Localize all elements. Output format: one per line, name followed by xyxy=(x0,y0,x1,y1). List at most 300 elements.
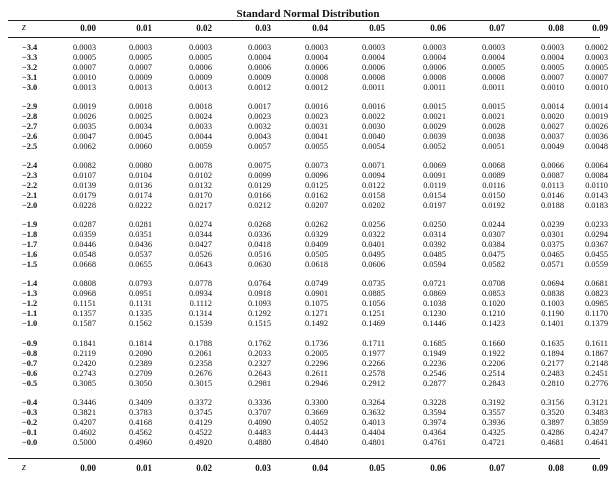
probability-cell: 0.0008 xyxy=(361,72,385,82)
probability-cell: 0.0239 xyxy=(540,220,564,229)
probability-cell: 0.0091 xyxy=(422,170,446,180)
probability-cell: 0.0951 xyxy=(128,288,152,298)
probability-cell: 0.0013 xyxy=(188,82,212,92)
probability-cell: 0.0107 xyxy=(72,170,96,180)
probability-cell: 0.0094 xyxy=(361,170,385,180)
z-value: −0.2 xyxy=(22,417,38,427)
probability-cell: 0.3300 xyxy=(304,398,328,407)
probability-cell: 0.0294 xyxy=(584,229,608,239)
probability-cell: 0.3936 xyxy=(481,417,505,427)
probability-cell: 0.0009 xyxy=(128,72,152,82)
z-value: −1.8 xyxy=(22,229,38,239)
probability-cell: 0.0268 xyxy=(247,220,271,229)
probability-cell: 0.3121 xyxy=(584,398,608,407)
probability-cell: 0.0571 xyxy=(540,259,564,269)
probability-cell: 0.1093 xyxy=(247,298,271,308)
probability-cell: 0.4602 xyxy=(72,427,96,437)
probability-cell: 0.1151 xyxy=(73,298,96,308)
col-header: 0.08 xyxy=(548,23,564,33)
probability-cell: 0.3821 xyxy=(72,407,96,417)
probability-cell: 0.3336 xyxy=(247,398,271,407)
probability-cell: 0.1562 xyxy=(128,318,152,328)
z-value: −0.8 xyxy=(22,348,38,358)
probability-cell: 0.0015 xyxy=(422,102,446,111)
probability-cell: 0.0885 xyxy=(361,288,385,298)
probability-cell: 0.3409 xyxy=(128,398,152,407)
top-rule xyxy=(8,20,600,21)
probability-cell: 0.3745 xyxy=(188,407,212,417)
probability-cell: 0.2206 xyxy=(481,358,505,368)
probability-cell: 0.4681 xyxy=(540,437,564,447)
probability-cell: 0.1075 xyxy=(304,298,328,308)
probability-cell: 0.0041 xyxy=(304,131,328,141)
probability-cell: 0.1587 xyxy=(72,318,96,328)
probability-cell: 0.0005 xyxy=(481,62,505,72)
probability-cell: 0.4364 xyxy=(422,427,446,437)
probability-cell: 0.0096 xyxy=(304,170,328,180)
z-value: −3.4 xyxy=(22,43,38,52)
probability-cell: 0.1003 xyxy=(540,298,564,308)
z-value: −2.6 xyxy=(22,131,38,141)
z-value: −2.7 xyxy=(22,121,38,131)
probability-cell: 0.2743 xyxy=(72,368,96,378)
probability-cell: 0.0537 xyxy=(128,249,152,259)
probability-cell: 0.0485 xyxy=(422,249,446,259)
probability-cell: 0.2709 xyxy=(128,368,152,378)
probability-cell: 0.1379 xyxy=(584,318,608,328)
probability-cell: 0.0314 xyxy=(422,229,446,239)
probability-cell: 0.3085 xyxy=(72,378,96,388)
col-footer: 0.08 xyxy=(548,463,564,473)
probability-cell: 0.0012 xyxy=(247,82,271,92)
probability-cell: 0.4721 xyxy=(481,437,505,447)
probability-cell: 0.1977 xyxy=(361,348,385,358)
probability-cell: 0.0073 xyxy=(304,161,328,170)
probability-cell: 0.0010 xyxy=(540,82,564,92)
z-value: −1.3 xyxy=(22,288,38,298)
probability-cell: 0.0559 xyxy=(584,259,608,269)
probability-cell: 0.0934 xyxy=(188,288,212,298)
probability-cell: 0.0026 xyxy=(72,111,96,121)
probability-cell: 0.0427 xyxy=(188,239,212,249)
probability-cell: 0.3897 xyxy=(540,417,564,427)
footer-rule xyxy=(8,458,600,459)
probability-cell: 0.4960 xyxy=(128,437,152,447)
probability-cell: 0.3050 xyxy=(128,378,152,388)
probability-cell: 0.5000 xyxy=(72,437,96,447)
probability-cell: 0.0003 xyxy=(304,43,328,52)
probability-cell: 0.0013 xyxy=(128,82,152,92)
probability-cell: 0.0823 xyxy=(584,288,608,298)
probability-cell: 0.2451 xyxy=(584,368,608,378)
z-value: −2.8 xyxy=(22,111,38,121)
probability-cell: 0.1190 xyxy=(541,308,564,318)
z-footer: z xyxy=(22,462,26,473)
z-value: −1.7 xyxy=(22,239,38,249)
probability-cell: 0.0166 xyxy=(247,190,271,200)
probability-cell: 0.2578 xyxy=(361,368,385,378)
probability-cell: 0.0052 xyxy=(422,141,446,151)
probability-cell: 0.0516 xyxy=(247,249,271,259)
z-value: −0.6 xyxy=(22,368,38,378)
probability-cell: 0.0043 xyxy=(247,131,271,141)
probability-cell: 0.3264 xyxy=(361,398,385,407)
probability-cell: 0.0009 xyxy=(188,72,212,82)
probability-cell: 0.0032 xyxy=(247,121,271,131)
probability-cell: 0.0183 xyxy=(584,200,608,210)
probability-cell: 0.2327 xyxy=(247,358,271,368)
probability-cell: 0.1423 xyxy=(481,318,505,328)
probability-cell: 0.0038 xyxy=(481,131,505,141)
probability-cell: 0.1611 xyxy=(585,339,608,348)
probability-cell: 0.0681 xyxy=(584,279,608,288)
probability-cell: 0.0287 xyxy=(72,220,96,229)
probability-cell: 0.2148 xyxy=(584,358,608,368)
probability-cell: 0.3557 xyxy=(481,407,505,417)
probability-cell: 0.0022 xyxy=(361,111,385,121)
col-footer: 0.02 xyxy=(196,463,212,473)
probability-cell: 0.0075 xyxy=(247,161,271,170)
probability-cell: 0.0008 xyxy=(422,72,446,82)
probability-cell: 0.4013 xyxy=(361,417,385,427)
probability-cell: 0.2296 xyxy=(304,358,328,368)
probability-cell: 0.0643 xyxy=(188,259,212,269)
probability-cell: 0.0694 xyxy=(540,279,564,288)
probability-cell: 0.0006 xyxy=(304,62,328,72)
probability-cell: 0.0582 xyxy=(481,259,505,269)
probability-cell: 0.0005 xyxy=(72,52,96,62)
probability-cell: 0.0329 xyxy=(304,229,328,239)
probability-cell: 0.0102 xyxy=(188,170,212,180)
probability-cell: 0.0044 xyxy=(188,131,212,141)
probability-cell: 0.0005 xyxy=(188,52,212,62)
col-footer: 0.07 xyxy=(489,463,505,473)
probability-cell: 0.0158 xyxy=(361,190,385,200)
probability-cell: 0.0062 xyxy=(72,141,96,151)
probability-cell: 0.4801 xyxy=(361,437,385,447)
z-value: −2.0 xyxy=(22,200,38,210)
probability-cell: 0.2090 xyxy=(128,348,152,358)
probability-cell: 0.0003 xyxy=(540,43,564,52)
probability-cell: 0.2611 xyxy=(305,368,328,378)
probability-cell: 0.0006 xyxy=(361,62,385,72)
probability-cell: 0.2843 xyxy=(481,378,505,388)
probability-cell: 0.0116 xyxy=(482,180,505,190)
probability-cell: 0.0274 xyxy=(188,220,212,229)
z-value: −3.2 xyxy=(22,62,38,72)
probability-cell: 0.1492 xyxy=(304,318,328,328)
probability-cell: 0.4840 xyxy=(304,437,328,447)
probability-cell: 0.4325 xyxy=(481,427,505,437)
z-value: −1.5 xyxy=(22,259,38,269)
probability-cell: 0.0212 xyxy=(247,200,271,210)
probability-cell: 0.0721 xyxy=(422,279,446,288)
probability-cell: 0.1949 xyxy=(422,348,446,358)
probability-cell: 0.4129 xyxy=(188,417,212,427)
probability-cell: 0.0869 xyxy=(422,288,446,298)
probability-cell: 0.2119 xyxy=(73,348,96,358)
probability-cell: 0.0244 xyxy=(481,220,505,229)
col-footer: 0.03 xyxy=(255,463,271,473)
z-value: −0.4 xyxy=(22,398,38,407)
probability-cell: 0.0749 xyxy=(304,279,328,288)
probability-cell: 0.0015 xyxy=(481,102,505,111)
probability-cell: 0.0006 xyxy=(188,62,212,72)
probability-cell: 0.0013 xyxy=(72,82,96,92)
probability-cell: 0.2236 xyxy=(422,358,446,368)
probability-cell: 0.1685 xyxy=(422,339,446,348)
probability-cell: 0.0618 xyxy=(304,259,328,269)
probability-cell: 0.0548 xyxy=(72,249,96,259)
probability-cell: 0.1660 xyxy=(481,339,505,348)
probability-cell: 0.2420 xyxy=(72,358,96,368)
probability-cell: 0.0014 xyxy=(540,102,564,111)
probability-cell: 0.1635 xyxy=(540,339,564,348)
probability-cell: 0.0006 xyxy=(247,62,271,72)
probability-cell: 0.0016 xyxy=(304,102,328,111)
probability-cell: 0.0004 xyxy=(481,52,505,62)
probability-cell: 0.0026 xyxy=(584,121,608,131)
probability-cell: 0.0037 xyxy=(540,131,564,141)
probability-cell: 0.0099 xyxy=(247,170,271,180)
probability-cell: 0.3669 xyxy=(304,407,328,417)
probability-cell: 0.1170 xyxy=(585,308,608,318)
probability-cell: 0.0064 xyxy=(584,161,608,170)
probability-cell: 0.0918 xyxy=(247,288,271,298)
z-value: −0.9 xyxy=(22,339,38,348)
probability-cell: 0.1515 xyxy=(247,318,271,328)
probability-cell: 0.1736 xyxy=(304,339,328,348)
probability-cell: 0.1251 xyxy=(361,308,385,318)
probability-cell: 0.0401 xyxy=(361,239,385,249)
probability-cell: 0.0051 xyxy=(481,141,505,151)
probability-cell: 0.0069 xyxy=(422,161,446,170)
col-footer: 0.06 xyxy=(430,463,446,473)
probability-cell: 0.0068 xyxy=(481,161,505,170)
probability-cell: 0.0031 xyxy=(304,121,328,131)
col-footer: 0.01 xyxy=(136,463,152,473)
probability-cell: 0.2483 xyxy=(540,368,564,378)
probability-cell: 0.0019 xyxy=(584,111,608,121)
probability-cell: 0.0078 xyxy=(188,161,212,170)
probability-cell: 0.1469 xyxy=(361,318,385,328)
probability-cell: 0.0016 xyxy=(361,102,385,111)
probability-cell: 0.0222 xyxy=(128,200,152,210)
probability-cell: 0.0027 xyxy=(540,121,564,131)
probability-cell: 0.0030 xyxy=(361,121,385,131)
probability-cell: 0.3520 xyxy=(540,407,564,417)
probability-cell: 0.0336 xyxy=(247,229,271,239)
probability-cell: 0.0011 xyxy=(423,82,446,92)
probability-cell: 0.0049 xyxy=(540,141,564,151)
probability-cell: 0.0132 xyxy=(188,180,212,190)
probability-cell: 0.2358 xyxy=(188,358,212,368)
probability-cell: 0.0003 xyxy=(481,43,505,52)
z-value: −0.3 xyxy=(22,407,38,417)
probability-cell: 0.0375 xyxy=(540,239,564,249)
probability-cell: 0.0024 xyxy=(188,111,212,121)
probability-cell: 0.0150 xyxy=(481,190,505,200)
probability-cell: 0.0384 xyxy=(481,239,505,249)
probability-cell: 0.0968 xyxy=(72,288,96,298)
probability-cell: 0.4920 xyxy=(188,437,212,447)
probability-cell: 0.1922 xyxy=(481,348,505,358)
probability-cell: 0.0455 xyxy=(584,249,608,259)
probability-cell: 0.1038 xyxy=(422,298,446,308)
probability-cell: 0.2177 xyxy=(540,358,564,368)
z-value: −1.9 xyxy=(22,220,38,229)
probability-cell: 0.1814 xyxy=(128,339,152,348)
probability-cell: 0.0630 xyxy=(247,259,271,269)
probability-cell: 0.3783 xyxy=(128,407,152,417)
probability-cell: 0.0188 xyxy=(540,200,564,210)
probability-cell: 0.0033 xyxy=(188,121,212,131)
probability-cell: 0.1112 xyxy=(189,298,212,308)
probability-cell: 0.0256 xyxy=(361,220,385,229)
probability-cell: 0.1539 xyxy=(188,318,212,328)
z-value: −1.2 xyxy=(22,298,38,308)
probability-cell: 0.0047 xyxy=(72,131,96,141)
probability-cell: 0.2514 xyxy=(481,368,505,378)
probability-cell: 0.0035 xyxy=(72,121,96,131)
probability-cell: 0.3156 xyxy=(540,398,564,407)
probability-cell: 0.0436 xyxy=(128,239,152,249)
probability-cell: 0.2266 xyxy=(361,358,385,368)
probability-cell: 0.4880 xyxy=(247,437,271,447)
probability-cell: 0.3228 xyxy=(422,398,446,407)
probability-cell: 0.1841 xyxy=(72,339,96,348)
probability-cell: 0.0655 xyxy=(128,259,152,269)
z-value: −0.5 xyxy=(22,378,38,388)
z-value: −1.0 xyxy=(22,318,38,328)
probability-cell: 0.0089 xyxy=(481,170,505,180)
probability-cell: 0.0197 xyxy=(422,200,446,210)
probability-cell: 0.0014 xyxy=(584,102,608,111)
probability-cell: 0.0054 xyxy=(361,141,385,151)
probability-cell: 0.0838 xyxy=(540,288,564,298)
z-value: −1.6 xyxy=(22,249,38,259)
probability-cell: 0.0087 xyxy=(540,170,564,180)
probability-cell: 0.0367 xyxy=(584,239,608,249)
probability-cell: 0.0129 xyxy=(247,180,271,190)
probability-cell: 0.2810 xyxy=(540,378,564,388)
col-header: 0.04 xyxy=(312,23,328,33)
probability-cell: 0.0080 xyxy=(128,161,152,170)
probability-cell: 0.1131 xyxy=(129,298,152,308)
probability-cell: 0.0010 xyxy=(72,72,96,82)
probability-cell: 0.0179 xyxy=(72,190,96,200)
col-header: 0.05 xyxy=(369,23,385,33)
probability-cell: 0.0019 xyxy=(72,102,96,111)
probability-cell: 0.2912 xyxy=(361,378,385,388)
probability-cell: 0.0526 xyxy=(188,249,212,259)
probability-cell: 0.3446 xyxy=(72,398,96,407)
probability-cell: 0.1788 xyxy=(188,339,212,348)
probability-cell: 0.1314 xyxy=(188,308,212,318)
probability-cell: 0.1357 xyxy=(72,308,96,318)
probability-cell: 0.2981 xyxy=(247,378,271,388)
probability-cell: 0.4207 xyxy=(72,417,96,427)
probability-cell: 0.0018 xyxy=(188,102,212,111)
z-value: −2.2 xyxy=(22,180,38,190)
probability-cell: 0.2946 xyxy=(304,378,328,388)
col-header: 0.02 xyxy=(196,23,212,33)
probability-cell: 0.3632 xyxy=(361,407,385,417)
probability-cell: 0.3372 xyxy=(188,398,212,407)
probability-cell: 0.0048 xyxy=(584,141,608,151)
probability-cell: 0.0174 xyxy=(128,190,152,200)
probability-cell: 0.0004 xyxy=(247,52,271,62)
z-value: −0.7 xyxy=(22,358,38,368)
z-value: −2.4 xyxy=(22,161,38,170)
z-value: −2.1 xyxy=(22,190,38,200)
probability-cell: 0.0071 xyxy=(361,161,385,170)
probability-cell: 0.0125 xyxy=(304,180,328,190)
probability-cell: 0.0020 xyxy=(540,111,564,121)
probability-cell: 0.0007 xyxy=(540,72,564,82)
probability-cell: 0.0985 xyxy=(584,298,608,308)
probability-cell: 0.0004 xyxy=(422,52,446,62)
z-value: −2.5 xyxy=(22,141,38,151)
probability-cell: 0.3707 xyxy=(247,407,271,417)
col-header: 0.07 xyxy=(489,23,505,33)
probability-cell: 0.0192 xyxy=(481,200,505,210)
probability-cell: 0.0008 xyxy=(304,72,328,82)
probability-cell: 0.0146 xyxy=(540,190,564,200)
probability-cell: 0.2546 xyxy=(422,368,446,378)
probability-cell: 0.1210 xyxy=(481,308,505,318)
z-header: z xyxy=(22,22,26,33)
probability-cell: 0.0066 xyxy=(540,161,564,170)
probability-cell: 0.0322 xyxy=(361,229,385,239)
probability-cell: 0.0808 xyxy=(72,279,96,288)
probability-cell: 0.0668 xyxy=(72,259,96,269)
probability-cell: 0.0418 xyxy=(247,239,271,249)
probability-cell: 0.2005 xyxy=(304,348,328,358)
probability-cell: 0.0207 xyxy=(304,200,328,210)
probability-cell: 0.4483 xyxy=(247,427,271,437)
probability-cell: 0.0036 xyxy=(584,131,608,141)
probability-cell: 0.0778 xyxy=(188,279,212,288)
probability-cell: 0.0002 xyxy=(584,43,608,52)
probability-cell: 0.0162 xyxy=(304,190,328,200)
probability-cell: 0.0003 xyxy=(422,43,446,52)
table-title: Standard Normal Distribution xyxy=(236,8,380,20)
probability-cell: 0.4404 xyxy=(361,427,385,437)
probability-cell: 0.0004 xyxy=(540,52,564,62)
z-value: −1.4 xyxy=(22,279,38,288)
probability-cell: 0.0143 xyxy=(584,190,608,200)
probability-cell: 0.0004 xyxy=(361,52,385,62)
col-footer: 0.05 xyxy=(369,463,385,473)
probability-cell: 0.0003 xyxy=(128,43,152,52)
probability-cell: 0.3594 xyxy=(422,407,446,417)
probability-cell: 0.1867 xyxy=(584,348,608,358)
probability-cell: 0.4052 xyxy=(304,417,328,427)
probability-cell: 0.0003 xyxy=(188,43,212,52)
probability-cell: 0.0084 xyxy=(584,170,608,180)
probability-cell: 0.0505 xyxy=(304,249,328,259)
probability-cell: 0.0301 xyxy=(540,229,564,239)
probability-cell: 0.0007 xyxy=(584,72,608,82)
z-value: −3.1 xyxy=(22,72,38,82)
probability-cell: 0.0344 xyxy=(188,229,212,239)
probability-cell: 0.0708 xyxy=(481,279,505,288)
col-footer: 0.09 xyxy=(592,463,608,473)
probability-cell: 0.3974 xyxy=(422,417,446,427)
probability-cell: 0.0007 xyxy=(72,62,96,72)
probability-cell: 0.4641 xyxy=(584,437,608,447)
